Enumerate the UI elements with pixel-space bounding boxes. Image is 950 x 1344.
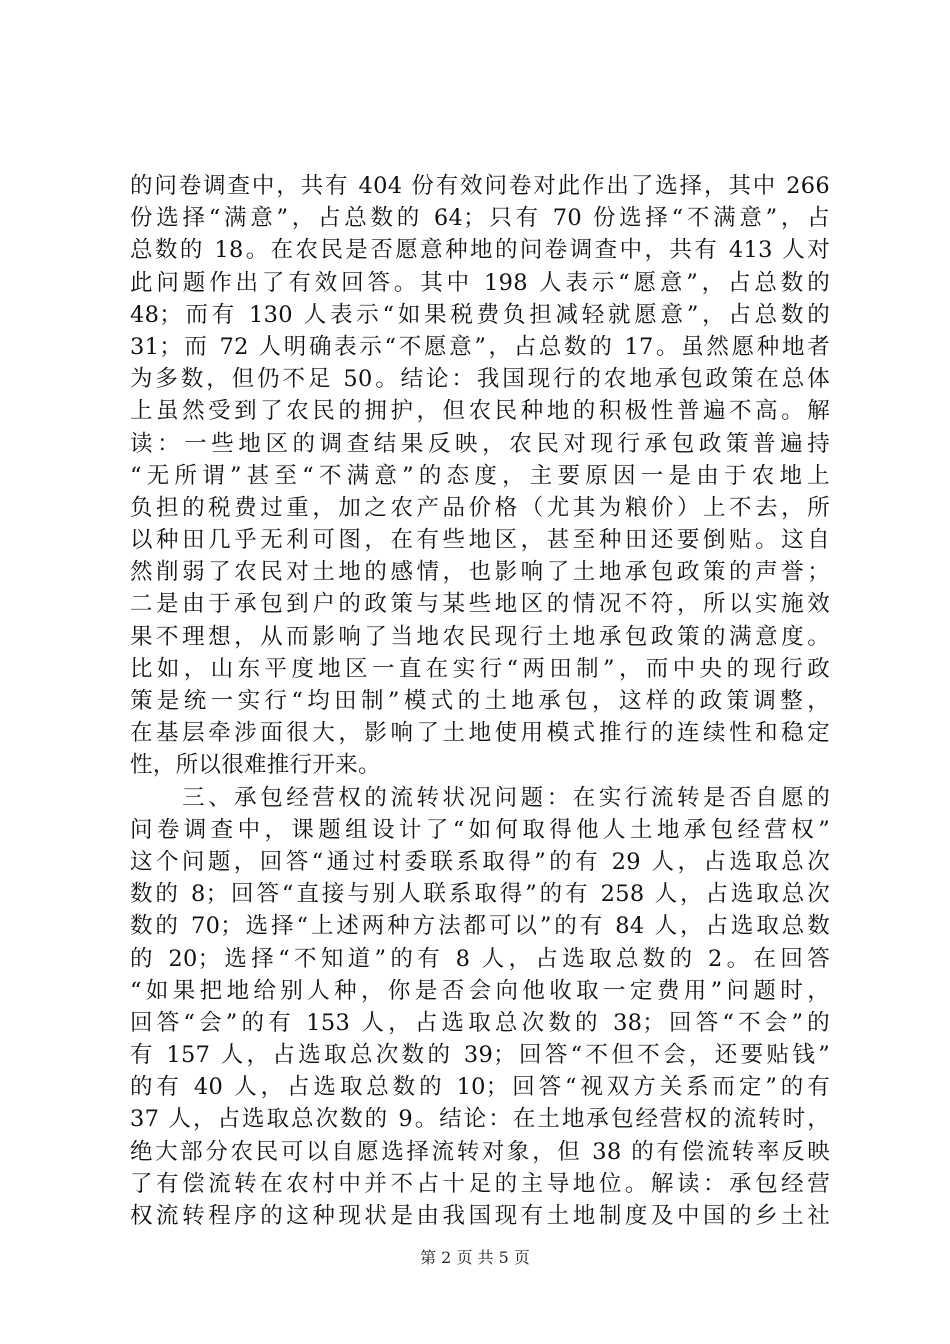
text-line: 有 157 人，占选取总次数的 39；回答“不但不会，还要贴钱” [130, 1042, 830, 1069]
text-line: 负担的税费过重，加之农产品价格（尤其为粮价）上不去，所 [130, 494, 830, 521]
text-line: 回答“会”的有 153 人，占选取总次数的 38；回答“不会”的 [130, 1009, 830, 1036]
text-line: 这个问题，回答“通过村委联系取得”的有 29 人，占选取总次 [130, 848, 830, 875]
text-line: 绝大部分农民可以自愿选择流转对象，但 38 的有偿流转率反映 [130, 1138, 830, 1165]
text-line: 数的 8；回答“直接与别人联系取得”的有 258 人，占选取总次 [130, 881, 830, 908]
text-line: 37 人，占选取总次数的 9。结论：在土地承包经营权的流转时， [130, 1106, 830, 1133]
text-line: 权流转程序的这种现状是由我国现有土地制度及中国的乡土社 [130, 1203, 830, 1229]
text-line: 比如，山东平度地区一直在实行“两田制”，而中央的现行政 [130, 655, 830, 682]
text-line: 31；而 72 人明确表示“不愿意”，占总数的 17。虽然愿种地者 [130, 333, 830, 360]
text-line: 此问题作出了有效回答。其中 198 人表示“愿意”，占总数的 [130, 269, 830, 296]
text-line: 的问卷调查中，共有 404 份有效问卷对此作出了选择，其中 266 [130, 173, 830, 199]
text-line: 数的 70；选择“上述两种方法都可以”的有 84 人，占选取总数 [130, 913, 830, 940]
page-number: 第 2 页 共 5 页 [420, 1248, 530, 1267]
text-line: 读：一些地区的调查结果反映，农民对现行承包政策普遍持 [130, 430, 830, 457]
text-line: 48；而有 130 人表示“如果税费负担减轻就愿意”，占总数的 [130, 301, 830, 328]
text-line: 了有偿流转在农村中并不占十足的主导地位。解读：承包经营 [130, 1170, 830, 1197]
text-line: 策是统一实行“均田制”模式的土地承包，这样的政策调整， [130, 688, 830, 714]
text-line: 性，所以很难推行开来。 [130, 752, 381, 779]
text-line: 果不理想，从而影响了当地农民现行土地承包政策的满意度。 [130, 623, 830, 650]
body-text [130, 170, 830, 1232]
text-line: 以种田几乎无利可图，在有些地区，甚至种田还要倒贴。这自 [130, 527, 830, 554]
text-line: 为多数，但仍不足 50。结论：我国现行的农地承包政策在总体 [130, 366, 830, 393]
text-line: 上虽然受到了农民的拥护，但农民种地的积极性普遍不高。解 [130, 398, 830, 425]
text-line: 然削弱了农民对土地的感情，也影响了土地承包政策的声誉； [130, 559, 830, 586]
text-line: 总数的 18。在农民是否愿意种地的问卷调查中，共有 413 人对 [130, 237, 830, 264]
page-footer [0, 1245, 950, 1268]
text-line: 在基层牵涉面很大，影响了土地使用模式推行的连续性和稳定 [130, 720, 830, 747]
text-line: 份选择“满意”，占总数的 64；只有 70 份选择“不满意”，占 [130, 205, 830, 232]
text-line: 的有 40 人，占选取总数的 10；回答“视双方关系而定”的有 [130, 1074, 830, 1101]
text-line: 三、承包经营权的流转状况问题：在实行流转是否自愿的 [130, 784, 830, 811]
text-line: 问卷调查中，课题组设计了“如何取得他人土地承包经营权” [130, 816, 830, 843]
text-line: “无所谓”甚至“不满意”的态度，主要原因一是由于农地上 [130, 462, 830, 489]
text-line: 的 20；选择“不知道”的有 8 人，占选取总数的 2。在回答 [130, 945, 830, 972]
text-line: 二是由于承包到户的政策与某些地区的情况不符，所以实施效 [130, 591, 830, 618]
text-line: “如果把地给别人种，你是否会向他收取一定费用”问题时， [130, 977, 830, 1004]
